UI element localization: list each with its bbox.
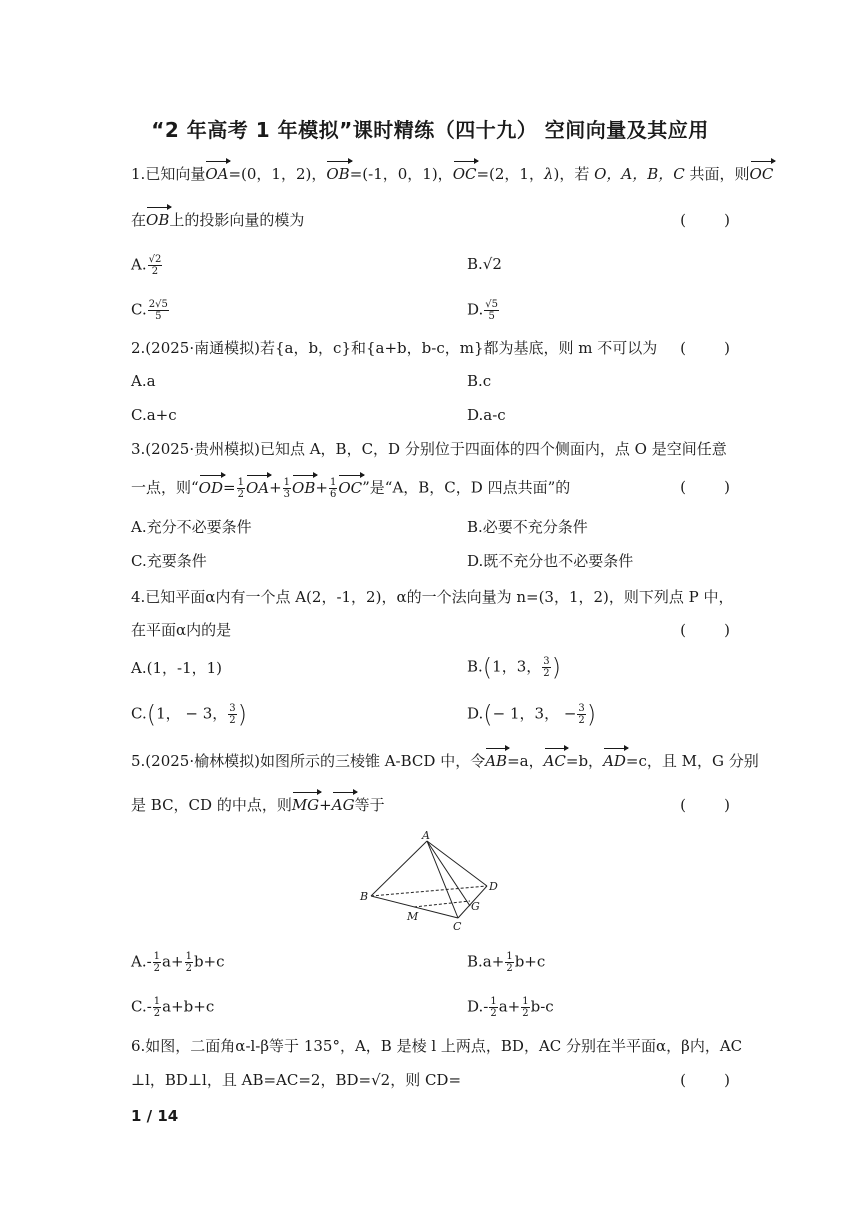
q4-stem-line2: 在平面α内的是 [131, 621, 232, 639]
figure-label-a: A [422, 829, 430, 842]
figure-label-d: D [489, 880, 498, 893]
vector-OC: OC [338, 478, 363, 497]
vector-OC: OC [749, 165, 774, 183]
figure-label-g: G [471, 900, 480, 913]
page-title: “2 年高考 1 年模拟”课时精练（四十九） 空间向量及其应用 [151, 118, 709, 142]
q1-stem-line1: 1.已知向量OA=(0，1，2)，OB=(-1，0，1)，OC=(2，1，λ)，若 O，A，B，C 共面，则OC [131, 165, 774, 183]
q2-option-c: C.a+c [131, 406, 177, 424]
q5-stem-line1: 5.(2025·榆林模拟)如图所示的三棱锥 A-BCD 中，令AB=a，AC=b，AD=c，且 M，G 分别 [131, 752, 759, 770]
vector-OD: OD [198, 478, 223, 497]
q1-answer-blank: ( ) [680, 211, 730, 229]
q5-option-b: B.a+ $\frac{1}{2}$ b+c [467, 951, 546, 974]
q3-option-b: B.必要不充分条件 [467, 518, 588, 536]
page-number: 1 / 14 [131, 1107, 179, 1125]
q3-stem-line1: 3.(2025·贵州模拟)已知点 A，B，C，D 分别位于四面体的四个侧面内，点 O 是空间任意 [131, 440, 727, 458]
q4-option-b: B.(1，3， $\frac{3}{2}$ ) [467, 653, 562, 682]
q2-answer-blank: ( ) [680, 339, 730, 357]
vector-AG: AG [331, 796, 355, 814]
vector-MG: MG [291, 796, 320, 814]
q2-stem: 2.(2025·南通模拟)若{a，b，c}和{a+b，b-c，m}都为基底，则 m 不可以为 [131, 339, 658, 357]
figure-label-c: C [453, 920, 462, 933]
q3-stem-line2: 一点，则“OD= $\frac{1}{2}$ OA+ $\frac{1}{3}$ OB+ $\frac{1}{6}$ OC”是“A，B，C，D 四点共面”的 [131, 477, 571, 500]
tetrahedron-figure [355, 828, 505, 936]
q4-stem-line1: 4.已知平面α内有一个点 A(2，-1，2)，α的一个法向量为 n=(3，1，2)，则下列点 P 中， [131, 588, 734, 606]
q1-option-b: B.√2 [467, 255, 502, 273]
vector-AD: AD [603, 752, 626, 770]
vector-OA: OA [245, 478, 270, 497]
q1-option-d: D. $\frac{√5}{5}$ [467, 299, 498, 322]
vector-AC: AC [543, 752, 566, 770]
vector-OC: OC [452, 165, 477, 183]
q5-stem-line2: 是 BC，CD 的中点，则MG+AG等于 [131, 796, 385, 814]
vector-OB: OB [326, 165, 350, 183]
q5-option-c: C.- $\frac{1}{2}$ a+b+c [131, 996, 215, 1019]
vector-OB: OB [292, 478, 316, 497]
q4-answer-blank: ( ) [680, 621, 730, 639]
q3-option-d: D.既不充分也不必要条件 [467, 552, 634, 570]
q4-option-d: D.(− 1，3， − $\frac{3}{2}$ ) [467, 700, 597, 729]
q3-option-c: C.充要条件 [131, 552, 207, 570]
q2-option-b: B.c [467, 372, 492, 390]
q6-stem-line2: ⊥l，BD⊥l，且 AB=AC=2，BD=√2，则 CD= [131, 1071, 462, 1089]
q3-answer-blank: ( ) [680, 478, 730, 496]
q5-option-d: D.- $\frac{1}{2}$ a+ $\frac{1}{2}$ b-c [467, 996, 554, 1019]
q5-option-a: A.- $\frac{1}{2}$ a+ $\frac{1}{2}$ b+c [131, 951, 225, 974]
q3-option-a: A.充分不必要条件 [131, 518, 252, 536]
q1-stem-line2: 在OB上的投影向量的模为 [131, 211, 305, 229]
q5-answer-blank: ( ) [680, 796, 730, 814]
figure-label-m: M [407, 910, 419, 923]
q4-option-a: A.(1，-1，1) [131, 659, 223, 677]
q1-option-a: A. $\frac{√2}{2}$ [131, 254, 162, 277]
q6-stem-line1: 6.如图，二面角α-l-β等于 135°，A，B 是棱 l 上两点，BD，AC 分别在半平面α，β内，AC [131, 1037, 743, 1055]
q2-option-d: D.a-c [467, 406, 506, 424]
q6-answer-blank: ( ) [680, 1071, 730, 1089]
figure-label-b: B [360, 890, 369, 903]
vector-OA: OA [205, 165, 229, 183]
q4-option-c: C.(1， − 3， $\frac{3}{2}$ ) [131, 700, 248, 729]
q2-option-a: A.a [131, 372, 156, 390]
q1-option-c: C. $\frac{2√5}{5}$ [131, 299, 168, 322]
vector-OB: OB [146, 211, 170, 229]
vector-AB: AB [485, 752, 508, 770]
